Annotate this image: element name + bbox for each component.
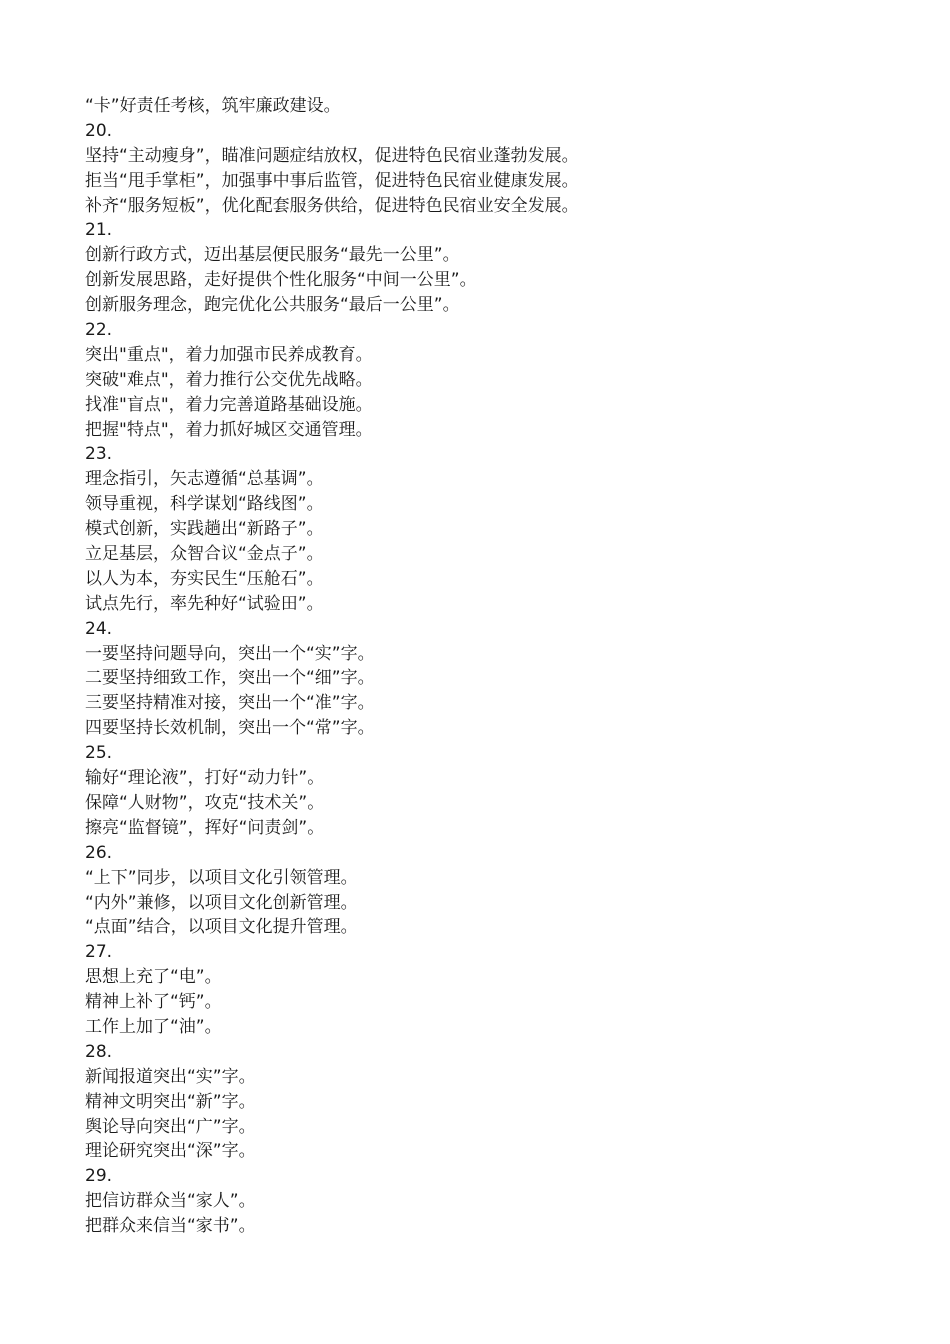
text-line: 输好“理论液”，打好“动力针”。 — [85, 768, 325, 789]
section-number: 24. — [85, 618, 113, 639]
text-line: 把握"特点"，着力抓好城区交通管理。 — [85, 419, 373, 440]
text-line: “上下”同步，以项目文化引领管理。 — [85, 867, 358, 888]
text-line: 补齐“服务短板”，优化配套服务供给，促进特色民宿业安全发展。 — [85, 195, 579, 216]
section-number: 22. — [85, 320, 113, 341]
text-line: 保障“人财物”，攻克“技术关”。 — [85, 792, 325, 813]
text-line: 精神文明突出“新”字。 — [85, 1091, 256, 1112]
section-number: 29. — [85, 1166, 113, 1187]
text-line: 创新发展思路，走好提供个性化服务“中间一公里”。 — [85, 270, 477, 291]
text-line: “点面”结合，以项目文化提升管理。 — [85, 917, 358, 938]
text-line: 领导重视，科学谋划“路线图”。 — [85, 494, 324, 515]
section-number: 27. — [85, 942, 113, 963]
text-line: 拒当“甩手掌柜”，加强事中事后监管，促进特色民宿业健康发展。 — [85, 170, 579, 191]
section-number: 21. — [85, 220, 113, 241]
document-body — [85, 94, 905, 1239]
text-line: 舆论导向突出“广”字。 — [85, 1116, 256, 1137]
text-line: 创新服务理念，跑完优化公共服务“最后一公里”。 — [85, 295, 460, 316]
text-line: 把群众来信当“家书”。 — [85, 1216, 256, 1237]
text-line: 理论研究突出“深”字。 — [85, 1141, 256, 1162]
section-number: 26. — [85, 842, 113, 863]
text-line: 突出"重点"，着力加强市民养成教育。 — [85, 344, 373, 365]
text-line: 找准"盲点"，着力完善道路基础设施。 — [85, 394, 373, 415]
text-line: 理念指引，矢志遵循“总基调”。 — [85, 469, 324, 490]
text-line: “卡”好责任考核，筑牢廉政建设。 — [85, 96, 341, 116]
text-line: 突破"难点"，着力推行公交优先战略。 — [85, 369, 373, 390]
text-line: 擦亮“监督镜”，挥好“问责剑”。 — [85, 817, 325, 838]
text-line: 思想上充了“电”。 — [85, 967, 222, 988]
text-line: 四要坚持长效机制，突出一个“常”字。 — [85, 718, 375, 739]
text-line: 三要坚持精准对接，突出一个“准”字。 — [85, 693, 375, 714]
text-line: 一要坚持问题导向，突出一个“实”字。 — [85, 643, 375, 664]
section-number: 25. — [85, 743, 113, 764]
text-line: “内外”兼修，以项目文化创新管理。 — [85, 892, 358, 913]
text-line: 模式创新，实践趟出“新路子”。 — [85, 519, 324, 540]
text-line: 立足基层，众智合议“金点子”。 — [85, 544, 324, 565]
text-line: 二要坚持细致工作，突出一个“细”字。 — [85, 668, 375, 689]
text-line: 把信访群众当“家人”。 — [85, 1191, 256, 1212]
text-line: 工作上加了“油”。 — [85, 1016, 222, 1037]
text-line: 精神上补了“钙”。 — [85, 992, 222, 1013]
text-line: 新闻报道突出“实”字。 — [85, 1066, 256, 1087]
text-line: 试点先行，率先种好“试验田”。 — [85, 593, 324, 614]
section-number: 23. — [85, 444, 113, 465]
section-number: 20. — [85, 120, 113, 141]
text-line: 以人为本，夯实民生“压舱石”。 — [85, 568, 324, 589]
text-line: 创新行政方式，迈出基层便民服务“最先一公里”。 — [85, 245, 460, 266]
section-number: 28. — [85, 1041, 113, 1062]
text-line: 坚持“主动瘦身”，瞄准问题症结放权，促进特色民宿业蓬勃发展。 — [85, 145, 579, 166]
